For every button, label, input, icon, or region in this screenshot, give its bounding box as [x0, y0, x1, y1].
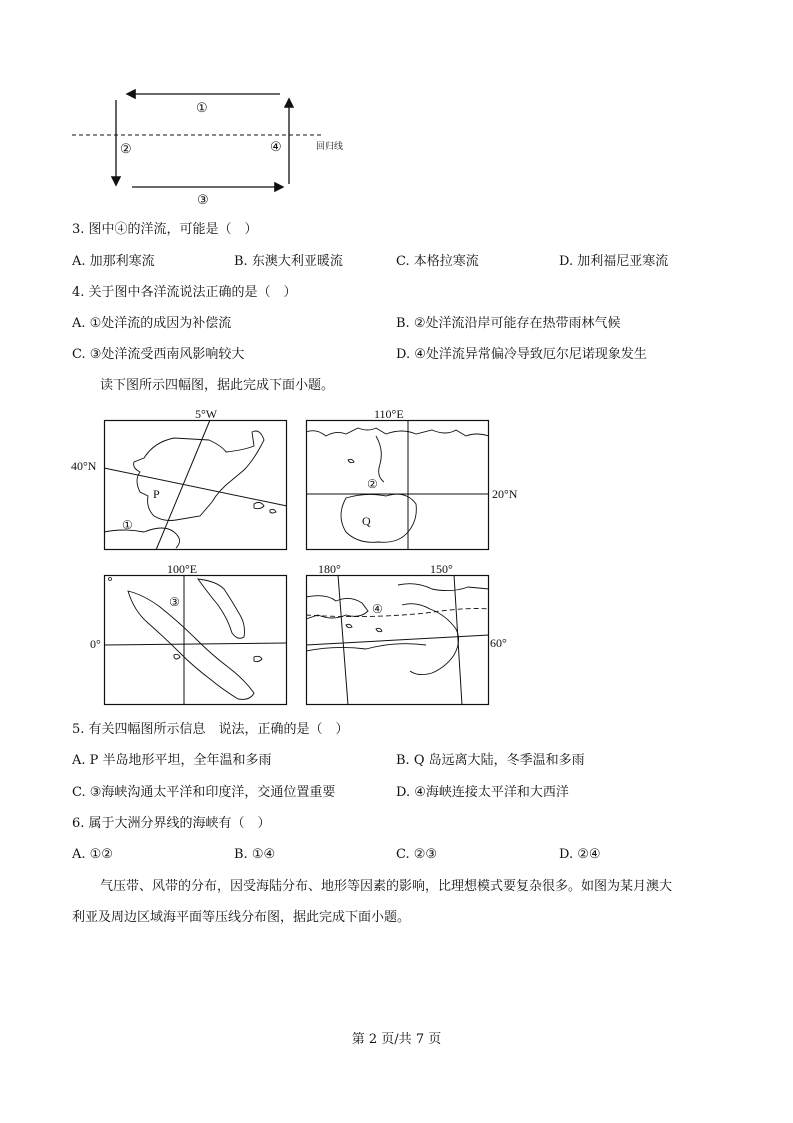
map2-strait-mark: ② — [367, 477, 378, 491]
question-3-option-b: B. 东澳大利亚暖流 — [234, 254, 343, 269]
question-3-stem: 3. 图中④的洋流，可能是（ ） — [72, 222, 258, 237]
current-label-3: ③ — [197, 193, 209, 208]
map3-strait-mark: ③ — [169, 595, 180, 609]
current-loop-diagram — [60, 80, 360, 210]
question-3-option-d: D. 加利福尼亚寒流 — [559, 254, 669, 269]
next-intro-line-1: 气压带、风带的分布，因受海陆分布、地形等因素的影响，比理想模式要复杂很多。如图为某月澳大 — [100, 879, 673, 894]
map4-lat-label: 60° — [490, 636, 507, 650]
map2-lon-label: 110°E — [374, 407, 404, 421]
question-4-option-b: B. ②处洋流沿岸可能存在热带雨林气候 — [396, 316, 621, 331]
maps-intro: 读下图所示四幅图，据此完成下面小题。 — [100, 378, 335, 393]
tropic-label: 回归线 — [316, 142, 344, 152]
question-6-stem: 6. 属于大洲分界线的海峡有（ ） — [72, 816, 271, 831]
current-label-4: ④ — [270, 140, 282, 155]
page-footer: 第 2 页/共 7 页 — [351, 1032, 442, 1047]
map4-lon-label-180: 180° — [318, 562, 341, 576]
map1-strait-mark: ① — [122, 518, 133, 532]
map-bering — [306, 575, 489, 705]
map3-lat-label: 0° — [90, 637, 101, 651]
question-5-option-d: D. ④海峡连接太平洋和大西洋 — [396, 785, 569, 800]
question-4-stem: 4. 关于图中各洋流说法正确的是（ ） — [72, 285, 297, 300]
current-label-2: ② — [120, 142, 132, 157]
question-6-option-a: A. ①② — [72, 847, 113, 862]
map-hainan — [306, 420, 489, 550]
map4-strait-mark: ④ — [372, 602, 383, 616]
question-3-option-a: A. 加那利寒流 — [72, 254, 155, 269]
current-label-1: ① — [196, 101, 208, 116]
map1-lon-label: 5°W — [195, 407, 218, 421]
question-4-option-c: C. ③处洋流受西南风影响较大 — [72, 347, 245, 362]
map3-lon-label: 100°E — [167, 562, 198, 576]
question-3-option-c: C. 本格拉寒流 — [396, 254, 479, 269]
map1-p-label: P — [153, 487, 160, 501]
question-4-option-a: A. ①处洋流的成因为补偿流 — [72, 316, 232, 331]
question-4-option-d: D. ④处洋流异常偏冷导致厄尔尼诺现象发生 — [396, 347, 647, 362]
question-5-stem: 5. 有关四幅图所示信息 说法，正确的是（ ） — [72, 722, 349, 737]
map2-lat-label: 20°N — [492, 487, 518, 501]
question-6-option-d: D. ②④ — [559, 847, 601, 862]
question-6-option-b: B. ①④ — [234, 847, 276, 862]
question-6-option-c: C. ②③ — [396, 847, 438, 862]
question-5-option-a: A. P 半岛地形平坦，全年温和多雨 — [72, 753, 272, 768]
map2-q-label: Q — [362, 514, 371, 528]
next-intro-line-2: 利亚及周边区域海平面等压线分布图，据此完成下面小题。 — [72, 910, 411, 925]
question-5-option-b: B. Q 岛远离大陆，冬季温和多雨 — [396, 753, 585, 768]
map4-lon-label-150: 150° — [430, 562, 453, 576]
question-5-option-c: C. ③海峡沟通太平洋和印度洋，交通位置重要 — [72, 785, 336, 800]
map-malacca — [104, 575, 287, 705]
map1-lat-label: 40°N — [71, 459, 97, 473]
